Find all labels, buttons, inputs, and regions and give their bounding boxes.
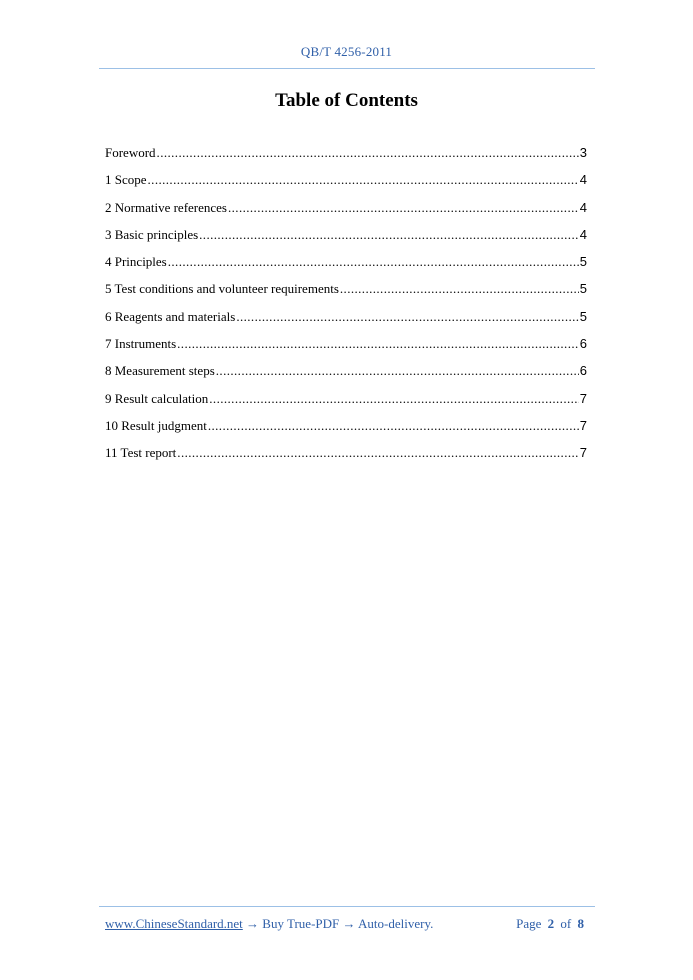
auto-delivery-text: Auto-delivery. bbox=[358, 916, 434, 931]
toc-entry-label: 10 Result judgment bbox=[105, 417, 207, 433]
toc-entry-principles[interactable] bbox=[105, 252, 587, 279]
toc-leader-dots bbox=[340, 279, 579, 299]
toc-entry-normative-references[interactable] bbox=[105, 198, 587, 225]
page-label: Page bbox=[516, 916, 542, 931]
toc-leader-dots bbox=[228, 198, 579, 218]
toc-entry-label: 9 Result calculation bbox=[105, 390, 209, 406]
toc-entry-label: Foreword bbox=[105, 145, 156, 160]
toc-leader-dots bbox=[177, 334, 579, 354]
toc-leader-dots bbox=[199, 225, 579, 245]
toc-entry-result-judgment[interactable] bbox=[105, 416, 587, 443]
toc-entry-page: 6 bbox=[579, 336, 587, 352]
toc-entry-label: 2 Normative references bbox=[105, 199, 227, 215]
footer-divider bbox=[99, 906, 595, 907]
toc-leader-dots bbox=[148, 170, 579, 190]
page-indicator bbox=[516, 916, 587, 932]
page-of-label: of bbox=[560, 916, 572, 931]
toc-entry-label: 7 Instruments bbox=[105, 336, 177, 352]
toc-entry-label: 3 Basic principles bbox=[105, 226, 199, 242]
toc-entry-page: 5 bbox=[579, 281, 587, 297]
toc-entry-foreword[interactable] bbox=[105, 143, 587, 170]
running-header: QB/T 4256-2011 bbox=[300, 44, 393, 59]
toc-entry-label: 8 Measurement steps bbox=[105, 363, 215, 379]
toc-entry-page: 5 bbox=[579, 308, 587, 324]
toc-entry-label: 6 Reagents and materials bbox=[105, 308, 236, 324]
arrow-right-icon: → bbox=[342, 916, 356, 931]
toc-leader-dots bbox=[236, 307, 578, 327]
current-page-number: 2 bbox=[547, 916, 555, 931]
toc-entry-measurement-steps[interactable] bbox=[105, 361, 587, 388]
table-of-contents bbox=[105, 143, 587, 471]
toc-entry-page: 7 bbox=[579, 445, 587, 461]
toc-entry-page: 4 bbox=[579, 172, 587, 188]
arrow-right-icon: → bbox=[246, 916, 260, 931]
toc-leader-dots bbox=[157, 143, 579, 163]
toc-leader-dots bbox=[216, 361, 579, 381]
header-divider bbox=[99, 68, 595, 69]
toc-entry-label: 4 Principles bbox=[105, 254, 167, 270]
toc-entry-instruments[interactable] bbox=[105, 334, 587, 361]
toc-entry-result-calculation[interactable] bbox=[105, 389, 587, 416]
toc-leader-dots bbox=[177, 443, 578, 463]
toc-entry-label: 5 Test conditions and volunteer requirements bbox=[105, 281, 339, 297]
toc-entry-page: 5 bbox=[579, 254, 587, 270]
toc-entry-label: 11 Test report bbox=[105, 445, 177, 461]
website-link[interactable]: www.ChineseStandard.net bbox=[105, 916, 243, 931]
toc-entry-page: 7 bbox=[579, 390, 587, 406]
page-title: Table of Contents bbox=[275, 90, 418, 111]
toc-entry-reagents[interactable] bbox=[105, 307, 587, 334]
toc-entry-page: 7 bbox=[579, 417, 587, 433]
toc-entry-scope[interactable] bbox=[105, 170, 587, 197]
toc-leader-dots bbox=[209, 389, 579, 409]
toc-entry-page: 4 bbox=[579, 226, 587, 242]
toc-entry-basic-principles[interactable] bbox=[105, 225, 587, 252]
toc-entry-label: 1 Scope bbox=[105, 172, 147, 188]
toc-entry-test-report[interactable] bbox=[105, 443, 587, 470]
footer-promo bbox=[105, 916, 433, 932]
toc-leader-dots bbox=[208, 416, 579, 436]
toc-entry-page: 6 bbox=[579, 363, 587, 379]
toc-entry-page: 3 bbox=[579, 145, 587, 160]
toc-entry-test-conditions[interactable] bbox=[105, 279, 587, 306]
toc-leader-dots bbox=[168, 252, 579, 272]
toc-entry-page: 4 bbox=[579, 199, 587, 215]
total-page-number: 8 bbox=[577, 916, 584, 931]
buy-pdf-text: Buy True-PDF bbox=[262, 916, 340, 931]
